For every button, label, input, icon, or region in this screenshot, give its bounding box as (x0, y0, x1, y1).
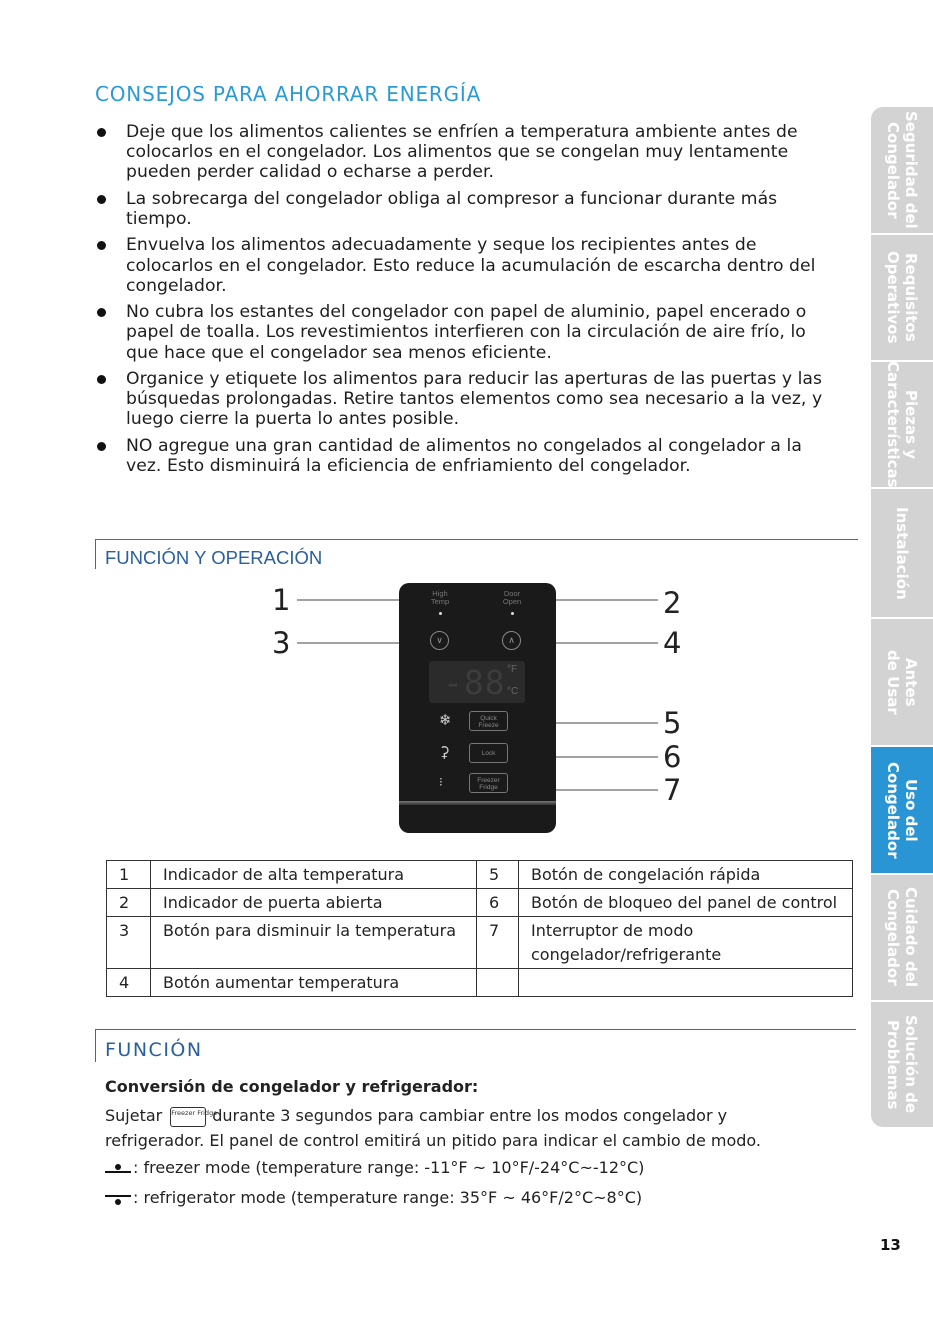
display-digits: -88 (443, 663, 506, 702)
chevron-down-icon: ∨ (430, 631, 449, 650)
door-open-label: Door Open (502, 589, 522, 606)
operation-title: FUNCIÓN Y OPERACIÓN (105, 547, 323, 568)
tab-cuidado[interactable]: Cuidado del Congelador (871, 875, 933, 1000)
energy-tips-heading: CONSEJOS PARA AHORRAR ENERGÍA (95, 82, 482, 106)
freezer-mode-icon (105, 1161, 131, 1177)
function-section-heading (95, 1029, 855, 1062)
conversion-line-2: refrigerador. El panel de control emitirá un pitido para indicar el cambio de modo. (105, 1131, 761, 1150)
callout-1: 1 (272, 583, 291, 617)
tab-instalacion[interactable]: Instalación (871, 489, 933, 617)
door-open-led-icon (511, 612, 514, 615)
legend-table (106, 860, 853, 997)
high-temp-label: High Temp (430, 589, 450, 606)
conversion-line-1: Sujetar Freezer Fridgedurante 3 segundos para cambiar entre los modos congelador y (105, 1106, 728, 1125)
list-item: Deje que los alimentos calientes se enfríen a temperatura ambiente antes de colocarlos en el congelador. Los alimentos que se congelan muy lentamente pueden perder calidad o echarse a perder. (95, 122, 835, 183)
function-title: FUNCIÓN (105, 1039, 203, 1061)
list-item: Organice y etiquete los alimentos para reducir las aperturas de las puertas y las búsquedas prolongadas. Retire tantos elementos como sea necesario a la vez, y luego cierre la puerta lo antes posible. (95, 369, 835, 430)
table-row: 1 Indicador de alta temperatura 5 Botón de congelación rápida (107, 861, 853, 889)
callout-3: 3 (272, 626, 291, 660)
panel-light-bar (399, 801, 556, 805)
callout-6: 6 (663, 740, 682, 774)
list-item: La sobrecarga del congelador obliga al compresor a funcionar durante más tiempo. (95, 189, 835, 229)
table-row: 2 Indicador de puerta abierta 6 Botón de bloqueo del panel de control (107, 889, 853, 917)
snowflake-icon: ❄ (439, 712, 452, 729)
callout-2: 2 (663, 586, 682, 620)
list-item: No cubra los estantes del congelador con papel de aluminio, papel encerado o papel de toalla. Los revestimientos interfieren con la circulación de aire frío, lo que hace que el congelador sea menos eficiente. (95, 302, 835, 363)
tab-piezas[interactable]: Piezas y Características (871, 362, 933, 487)
table-row: 3 Botón para disminuir la temperatura 7 Interruptor de modo congelador/refrigerante (107, 917, 853, 969)
tab-solucion[interactable]: Solución de Problemas (871, 1002, 933, 1127)
unit-f-label: °F (507, 664, 518, 675)
lock-button: Lock (469, 743, 508, 763)
freezer-fridge-button-icon: Freezer Fridge (170, 1107, 206, 1127)
freezer-fridge-button: Freezer Fridge (469, 773, 508, 793)
tab-antes-de-usar[interactable]: Antes de Usar (871, 619, 933, 745)
freezer-mode-line: : freezer mode (temperature range: -11°F ~ 10°F/-24°C~-12°C) (105, 1158, 644, 1177)
table-row: 4 Botón aumentar temperatura (107, 969, 853, 997)
control-panel-image (399, 583, 556, 833)
section-rule (96, 1029, 856, 1030)
fridge-mode-icon (105, 1191, 131, 1207)
tab-seguridad[interactable]: Seguridad del Congelador (871, 107, 933, 233)
tab-requisitos[interactable]: Requisitos Operativos (871, 235, 933, 360)
chevron-up-icon: ∧ (502, 631, 521, 650)
temperature-display (429, 661, 525, 703)
fridge-mode-line: : refrigerator mode (temperature range: 35°F ~ 46°F/2°C~8°C) (105, 1188, 642, 1207)
conversion-subtitle: Conversión de congelador y refrigerador: (105, 1077, 479, 1096)
unit-c-label: °C (507, 686, 519, 697)
list-item: Envuelva los alimentos adecuadamente y seque los recipientes antes de colocarlos en el congelador. Esto reduce la acumulación de escarcha dentro del congelador. (95, 235, 835, 296)
lock-icon: ⚳ (439, 744, 450, 761)
tab-uso-del-congelador[interactable]: Uso del Congelador (871, 747, 933, 873)
page-number: 13 (880, 1236, 901, 1254)
list-item: NO agregue una gran cantidad de alimentos no congelados al congelador a la vez. Esto disminuirá la eficiencia de enfriamiento del congelador. (95, 436, 835, 476)
callout-7: 7 (663, 773, 682, 807)
quick-freeze-button: Quick Freeze (469, 711, 508, 731)
high-temp-led-icon (439, 612, 442, 615)
callout-4: 4 (663, 626, 682, 660)
mode-dots-icon: ⁝ (439, 775, 443, 789)
callout-5: 5 (663, 706, 682, 740)
